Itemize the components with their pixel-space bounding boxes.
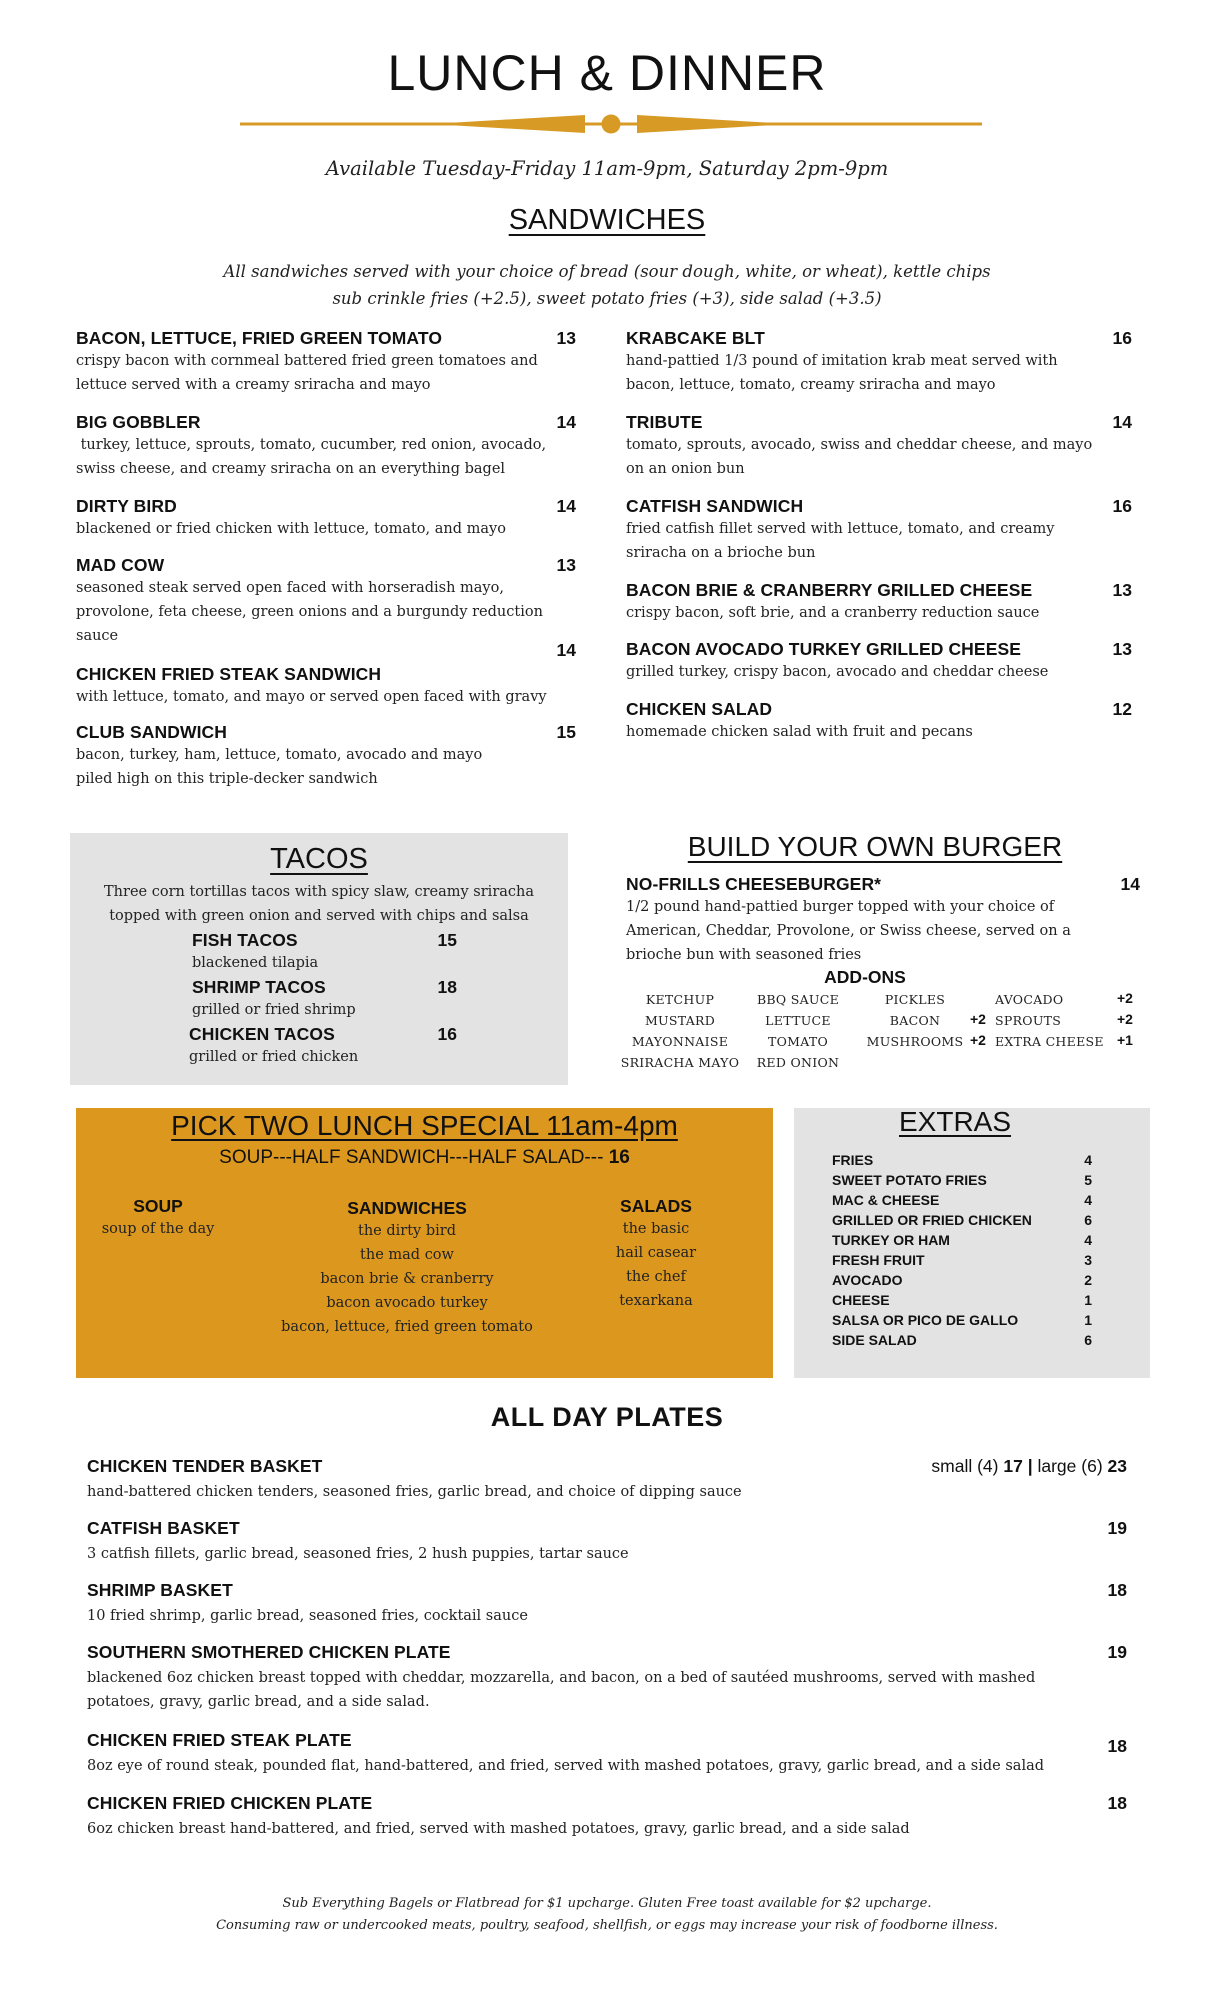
menu-item-club-sandwich	[76, 722, 576, 791]
taco-item-chicken	[189, 1024, 457, 1069]
item-name: MAD COW	[76, 555, 165, 575]
item-desc: provolone, feta cheese, green onions and a burgundy reduction	[76, 604, 543, 620]
item-desc: 3 catfish fillets, garlic bread, seasoned fries, 2 hush puppies, tartar sauce	[87, 1546, 629, 1562]
extra-name: CHEESE	[832, 1292, 890, 1308]
extra-item	[832, 1152, 1092, 1172]
menu-item-bacon-brie-cranberry	[626, 580, 1132, 625]
item-desc: potatoes, gravy, garlic bread, and a side salad.	[87, 1694, 430, 1710]
special-column-item: the chef	[626, 1269, 686, 1285]
footer-line: Consuming raw or undercooked meats, poultry, seafood, shellfish, or eggs may increase your risk of foodborne illness.	[216, 1918, 998, 1933]
item-desc: tomato, sprouts, avocado, swiss and cheddar cheese, and mayo	[626, 437, 1093, 453]
item-price: 12	[1112, 699, 1132, 719]
sandwiches-heading: SANDWICHES	[508, 204, 706, 236]
addon-item: MUSTARD	[644, 1013, 716, 1028]
plate-item-chicken-fried-steak	[87, 1730, 1127, 1778]
special-column-title: SOUP	[133, 1196, 183, 1216]
item-name: SHRIMP BASKET	[87, 1580, 233, 1600]
item-name: DIRTY BIRD	[76, 496, 177, 516]
menu-item-krabcake-blt	[626, 328, 1132, 397]
tacos-note-line: Three corn tortillas tacos with spicy slaw, creamy sriracha	[104, 884, 534, 900]
item-price: 15	[437, 930, 457, 950]
menu-item-blt	[76, 328, 576, 397]
item-desc: American, Cheddar, Provolone, or Swiss cheese, served on a	[626, 923, 1071, 939]
item-desc: grilled or fried shrimp	[192, 1002, 356, 1018]
special-column-item: bacon avocado turkey	[326, 1295, 488, 1311]
extra-price: 4	[1084, 1192, 1092, 1208]
item-desc: 10 fried shrimp, garlic bread, seasoned fries, cocktail sauce	[87, 1608, 528, 1624]
footer-notes	[0, 1893, 1214, 1937]
extra-price: 4	[1084, 1232, 1092, 1248]
item-desc: on an onion bun	[626, 461, 745, 477]
special-column-sandwiches	[276, 1198, 538, 1339]
addon-price: +2	[1117, 1011, 1133, 1027]
extra-item	[832, 1332, 1092, 1352]
item-price: 18	[437, 977, 457, 997]
item-desc: hand-battered chicken tenders, seasoned fries, garlic bread, and choice of dipping sauce	[87, 1484, 742, 1500]
special-column-item: texarkana	[619, 1293, 693, 1309]
special-column-item: the mad cow	[360, 1247, 454, 1263]
extra-name: AVOCADO	[832, 1272, 903, 1288]
addon-item: RED ONION	[756, 1055, 840, 1070]
tender-basket-prices	[931, 1456, 1127, 1477]
addon-item: MUSHROOMS	[866, 1034, 964, 1049]
tacos-note-line: topped with green onion and served with chips and salsa	[109, 908, 529, 924]
item-name: CHICKEN TACOS	[189, 1024, 335, 1044]
item-desc: with lettuce, tomato, and mayo or served open faced with gravy	[76, 689, 547, 705]
extra-price: 3	[1084, 1252, 1092, 1268]
item-price: 19	[1107, 1518, 1127, 1538]
item-desc: sriracha on a brioche bun	[626, 545, 816, 561]
addon-price: +1	[1117, 1032, 1133, 1048]
item-name: SHRIMP TACOS	[192, 977, 326, 997]
special-column-title: SANDWICHES	[347, 1198, 467, 1218]
special-column-item: bacon brie & cranberry	[320, 1271, 494, 1287]
extra-name: SALSA OR PICO DE GALLO	[832, 1312, 1019, 1328]
item-price: 18	[1107, 1736, 1127, 1756]
item-price: 13	[1112, 580, 1132, 600]
menu-item-cheeseburger	[626, 874, 1140, 967]
special-column-soup	[96, 1196, 220, 1241]
item-price: 16	[1112, 496, 1132, 516]
item-price: 14	[556, 496, 576, 516]
item-desc: grilled turkey, crispy bacon, avocado and cheddar cheese	[626, 664, 1049, 680]
item-desc: blackened 6oz chicken breast topped with cheddar, mozzarella, and bacon, on a bed of sautéed mushrooms, served with mashed	[87, 1670, 1036, 1686]
special-column-title: SALADS	[620, 1196, 692, 1216]
menu-item-chicken-fried-steak-sandwich	[76, 664, 576, 709]
item-desc: swiss cheese, and creamy sriracha on an everything bagel	[76, 461, 506, 477]
menu-item-bacon-avocado-turkey	[626, 639, 1132, 684]
item-name: CHICKEN TENDER BASKET	[87, 1456, 323, 1476]
item-desc: turkey, lettuce, sprouts, tomato, cucumber, red onion, avocado,	[76, 437, 547, 453]
item-price: 16	[437, 1024, 457, 1044]
item-name: CATFISH BASKET	[87, 1518, 240, 1538]
item-desc: 1/2 pound hand-pattied burger topped with your choice of	[626, 899, 1055, 915]
item-price: 13	[556, 328, 576, 348]
menu-item-big-gobbler	[76, 412, 576, 481]
addon-item: MAYONNAISE	[631, 1034, 729, 1049]
item-name: CHICKEN FRIED STEAK SANDWICH	[76, 664, 382, 684]
addon-item: EXTRA CHEESE	[995, 1034, 1104, 1049]
extra-item	[832, 1212, 1092, 1232]
item-name: CHICKEN FRIED CHICKEN PLATE	[87, 1793, 373, 1813]
price-separator: |	[1027, 1456, 1033, 1476]
lunch-special-heading: PICK TWO LUNCH SPECIAL 11am-4pm	[171, 1110, 678, 1141]
plate-item-southern-smothered-chicken	[87, 1642, 1127, 1714]
lunch-special-subheading	[76, 1147, 773, 1169]
extra-name: FRIES	[832, 1152, 874, 1168]
size-small-price: 17	[1003, 1456, 1023, 1476]
item-desc: fried catfish fillet served with lettuce, tomato, and creamy	[626, 521, 1055, 537]
item-price: 18	[1107, 1580, 1127, 1600]
sandwiches-note	[0, 258, 1214, 312]
item-desc: piled high on this triple-decker sandwich	[76, 771, 378, 787]
addon-item: AVOCADO	[995, 992, 1064, 1007]
addon-item: BBQ SAUCE	[756, 992, 840, 1007]
extra-price: 4	[1084, 1152, 1092, 1168]
extra-item	[832, 1252, 1092, 1272]
item-name: FISH TACOS	[192, 930, 298, 950]
item-desc: crispy bacon with cornmeal battered fried green tomatoes and	[76, 353, 538, 369]
extra-price: 6	[1084, 1212, 1092, 1228]
item-desc: brioche bun with seasoned fries	[626, 947, 862, 963]
item-desc: 8oz eye of round steak, pounded flat, hand-battered, and fried, served with mashed potatoes, gravy, garlic bread, and a side salad	[87, 1758, 1045, 1774]
sandwiches-note-line: All sandwiches served with your choice of bread (sour dough, white, or wheat), kettle chips	[223, 262, 991, 281]
special-column-item: the dirty bird	[358, 1223, 456, 1239]
item-desc: crispy bacon, soft brie, and a cranberry reduction sauce	[626, 605, 1040, 621]
page-title: LUNCH & DINNER	[387, 45, 827, 101]
extras-heading: EXTRAS	[898, 1106, 1012, 1137]
extra-name: FRESH FRUIT	[832, 1252, 925, 1268]
special-column-salads	[600, 1196, 712, 1313]
plate-item-shrimp-basket	[87, 1580, 1127, 1628]
size-large-price: 23	[1107, 1456, 1127, 1476]
item-desc: homemade chicken salad with fruit and pecans	[626, 724, 973, 740]
extra-price: 5	[1084, 1172, 1092, 1188]
item-price: 15	[556, 722, 576, 742]
ornamental-divider	[240, 108, 982, 140]
item-desc: grilled or fried chicken	[189, 1049, 359, 1065]
extra-item	[832, 1272, 1092, 1292]
item-desc: hand-pattied 1/3 pound of imitation krab meat served with	[626, 353, 1058, 369]
item-price: 19	[1107, 1642, 1127, 1662]
availability-hours: Available Tuesday-Friday 11am-9pm, Saturday 2pm-9pm	[325, 157, 889, 180]
extra-name: GRILLED OR FRIED CHICKEN	[832, 1212, 1032, 1228]
item-desc: 6oz chicken breast hand-battered, and fried, served with mashed potatoes, gravy, garlic bread, and a side salad	[87, 1821, 910, 1837]
addon-price: +2	[1117, 990, 1133, 1006]
addon-item: TOMATO	[767, 1034, 829, 1049]
item-desc: blackened or fried chicken with lettuce, tomato, and mayo	[76, 521, 506, 537]
item-desc: blackened tilapia	[192, 955, 319, 971]
taco-item-shrimp	[192, 977, 457, 1022]
extra-name: TURKEY OR HAM	[832, 1232, 950, 1248]
extra-price: 1	[1084, 1292, 1092, 1308]
tacos-note	[70, 880, 568, 928]
menu-item-tribute	[626, 412, 1132, 481]
extra-item	[832, 1292, 1092, 1312]
item-name: CATFISH SANDWICH	[626, 496, 804, 516]
item-name: NO-FRILLS CHEESEBURGER*	[626, 874, 882, 894]
item-price: 14	[1120, 874, 1140, 894]
item-desc: bacon, turkey, ham, lettuce, tomato, avocado and mayo	[76, 747, 483, 763]
sandwiches-note-line: sub crinkle fries (+2.5), sweet potato fries (+3), side salad (+3.5)	[332, 289, 882, 308]
plate-item-catfish-basket	[87, 1518, 1127, 1566]
lunch-special-options: SOUP---HALF SANDWICH---HALF SALAD---	[219, 1147, 604, 1168]
item-price: 14	[1112, 412, 1132, 432]
menu-item-dirty-bird	[76, 496, 576, 541]
item-name: BACON BRIE & CRANBERRY GRILLED CHEESE	[626, 580, 1033, 600]
menu-item-catfish-sandwich	[626, 496, 1132, 565]
item-name: TRIBUTE	[626, 412, 703, 432]
extra-item	[832, 1232, 1092, 1252]
item-price: 16	[1112, 328, 1132, 348]
addon-item: PICKLES	[884, 992, 946, 1007]
item-desc: seasoned steak served open faced with horseradish mayo,	[76, 580, 504, 596]
special-column-item: the basic	[622, 1221, 690, 1237]
extra-name: MAC & CHEESE	[832, 1192, 940, 1208]
plate-item-chicken-fried-chicken	[87, 1793, 1127, 1841]
item-name: CHICKEN FRIED STEAK PLATE	[87, 1730, 352, 1750]
tacos-heading: TACOS	[270, 843, 368, 875]
item-price: 13	[556, 555, 576, 575]
item-price: 14	[556, 640, 576, 660]
addon-item: SRIRACHA MAYO	[620, 1055, 740, 1070]
special-column-item: hail casear	[615, 1245, 697, 1261]
item-name: BACON, LETTUCE, FRIED GREEN TOMATO	[76, 328, 443, 348]
addon-price: +2	[970, 1011, 986, 1027]
footer-line: Sub Everything Bagels or Flatbread for $1 upcharge. Gluten Free toast available for $2 upcharge.	[282, 1896, 932, 1911]
addon-price: +2	[970, 1032, 986, 1048]
extra-item	[832, 1172, 1092, 1192]
item-name: SOUTHERN SMOTHERED CHICKEN PLATE	[87, 1642, 451, 1662]
size-large-label: large (6)	[1037, 1456, 1103, 1476]
lunch-special-price: 16	[608, 1147, 630, 1168]
item-name: CHICKEN SALAD	[626, 699, 773, 719]
addon-item: BACON	[889, 1013, 941, 1028]
special-column-item: bacon, lettuce, fried green tomato	[281, 1319, 533, 1335]
taco-item-fish	[192, 930, 457, 975]
item-price: 14	[556, 412, 576, 432]
item-name: BACON AVOCADO TURKEY GRILLED CHEESE	[626, 639, 1022, 659]
item-name: BIG GOBBLER	[76, 412, 201, 432]
item-desc: lettuce served with a creamy sriracha and mayo	[76, 377, 431, 393]
all-day-plates-heading: ALL DAY PLATES	[490, 1402, 724, 1432]
extra-item	[832, 1312, 1092, 1332]
addon-item: SPROUTS	[995, 1013, 1062, 1028]
plate-item-chicken-tender-basket	[87, 1456, 1127, 1504]
burger-heading: BUILD YOUR OWN BURGER	[687, 831, 1063, 862]
menu-item-chicken-salad	[626, 699, 1132, 744]
extra-price: 1	[1084, 1312, 1092, 1328]
addons-heading: ADD-ONS	[824, 967, 906, 987]
addon-item: LETTUCE	[765, 1013, 831, 1028]
addon-item: KETCHUP	[645, 992, 715, 1007]
item-price: 13	[1112, 639, 1132, 659]
item-desc: bacon, lettuce, tomato, creamy sriracha and mayo	[626, 377, 996, 393]
item-desc: sauce	[76, 628, 119, 644]
extra-name: SWEET POTATO FRIES	[832, 1172, 987, 1188]
item-name: CLUB SANDWICH	[76, 722, 228, 742]
item-price: 18	[1107, 1793, 1127, 1813]
item-name: KRABCAKE BLT	[626, 328, 765, 348]
size-small-label: small (4)	[931, 1456, 999, 1476]
extra-price: 6	[1084, 1332, 1092, 1348]
special-column-item: soup of the day	[101, 1221, 215, 1237]
extra-item	[832, 1192, 1092, 1212]
extra-name: SIDE SALAD	[832, 1332, 917, 1348]
extra-price: 2	[1084, 1272, 1092, 1288]
menu-item-mad-cow	[76, 555, 576, 648]
